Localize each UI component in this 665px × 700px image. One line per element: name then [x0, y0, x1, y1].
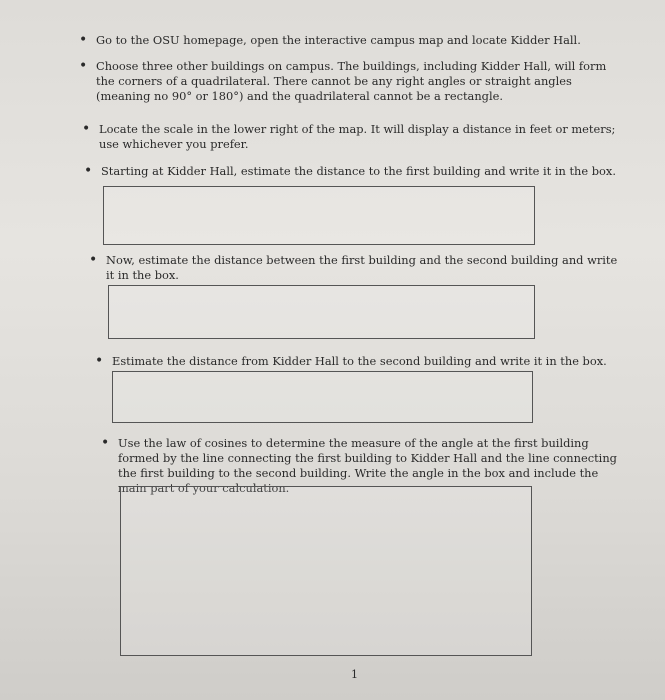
instruction-4 — [84, 163, 626, 179]
instruction-2 — [79, 58, 626, 104]
instruction-3-text: Locate the scale in the lower right of the map. It will display a distance in feet or meters; use whichever you prefer. — [99, 122, 616, 151]
bullet-icon: • — [95, 353, 104, 369]
instruction-6 — [95, 353, 622, 369]
bullet-icon: • — [79, 58, 88, 74]
bullet-icon: • — [84, 163, 93, 179]
instruction-1-text: Go to the OSU homepage, open the interactive campus map and locate Kidder Hall. — [96, 33, 581, 47]
instruction-2-text: Choose three other buildings on campus. The buildings, including Kidder Hall, will form the corners of a quadrilateral. There cannot be any right angles or straight angles (meaning no 90° or 180°) and the quadrilateral cannot be a rectangle. — [96, 59, 607, 103]
instruction-4-text: Starting at Kidder Hall, estimate the distance to the first building and write it in the box. — [101, 164, 616, 178]
answer-box-angle-calculation[interactable] — [120, 486, 532, 656]
instruction-7-text: Use the law of cosines to determine the measure of the angle at the first building formed by the line connecting the first building to Kidder Hall and the line connecting the first building to the second building. Write the angle in the box and include the main part of your calculation. — [118, 436, 617, 495]
instruction-1 — [79, 32, 616, 48]
instruction-5-text: Now, estimate the distance between the first building and the second building and write it in the box. — [106, 253, 618, 282]
bullet-icon: • — [82, 121, 91, 137]
answer-box-distance-kidder-to-first[interactable] — [103, 186, 535, 245]
bullet-icon: • — [101, 435, 110, 451]
bullet-icon: • — [79, 32, 88, 48]
answer-box-distance-kidder-to-second[interactable] — [112, 371, 533, 423]
instruction-3 — [82, 121, 627, 152]
bullet-icon: • — [89, 252, 98, 268]
page-number: 1 — [351, 668, 358, 681]
instruction-6-text: Estimate the distance from Kidder Hall to the second building and write it in the box. — [112, 354, 607, 368]
instruction-5 — [89, 252, 626, 283]
answer-box-distance-first-to-second[interactable] — [108, 285, 535, 339]
